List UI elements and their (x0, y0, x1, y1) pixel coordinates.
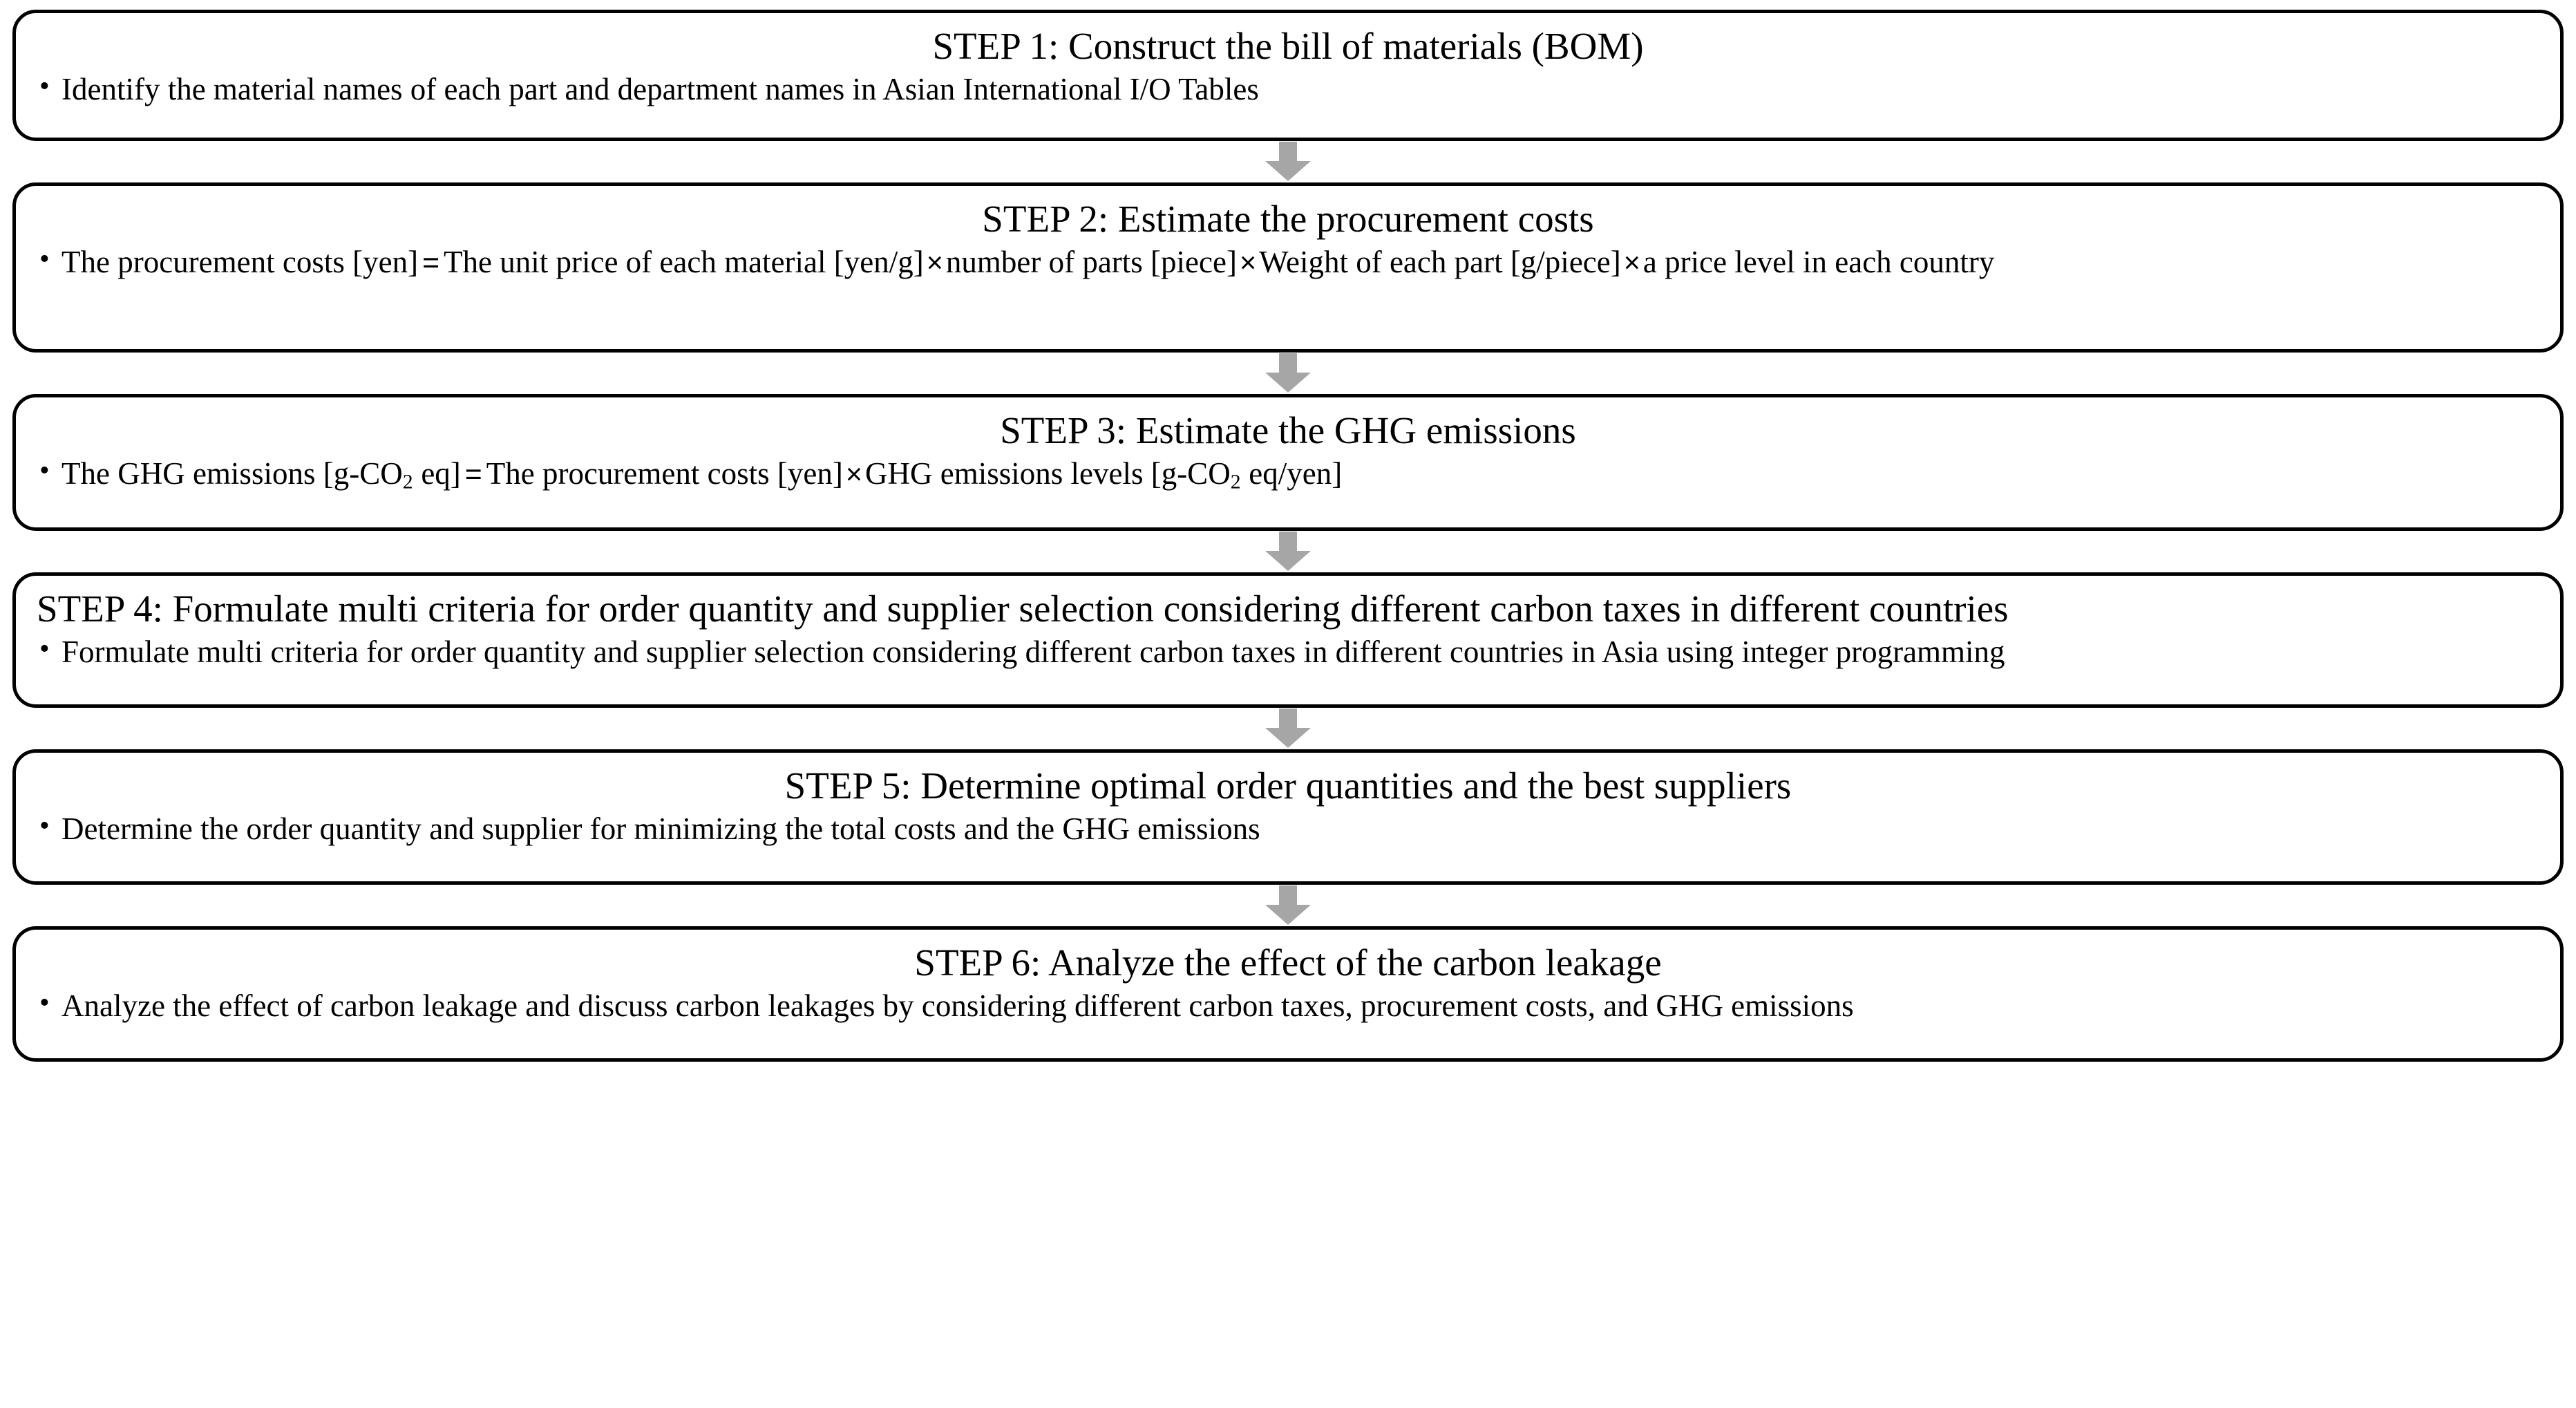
step-box-5 (12, 749, 2564, 885)
multiply-sign-2: × (1239, 247, 1257, 279)
step-4-bullets (34, 632, 2542, 673)
step-1-bullet-1: • Identify the material names of each part and department names in Asian International I/O Tables (34, 69, 2542, 110)
step-2-part-d: Weight of each part [g/piece] (1259, 245, 1621, 280)
multiply-sign-1: × (926, 247, 943, 279)
step-5-bullet-1: • Determine the order quantity and supplier for minimizing the total costs and the GHG emissions (34, 809, 2542, 850)
step-box-4 (12, 572, 2564, 708)
multiply-sign-1: × (845, 458, 862, 491)
subscript-2-second: 2 (1230, 471, 1242, 494)
down-arrow-icon (1264, 708, 1312, 749)
step-6-bullets (34, 986, 2542, 1026)
step-1-bullets (34, 69, 2542, 110)
down-arrow-icon (1264, 142, 1312, 182)
step-6-title: STEP 6: Analyze the effect of the carbon leakage (914, 941, 1662, 984)
step-3-part-c2: eq/yen] (1241, 456, 1343, 491)
step-6-bullet-1: • Analyze the effect of carbon leakage and discuss carbon leakages by considering different carbon taxes, procurement costs, and GHG emissions (34, 986, 2542, 1026)
step-2-bullets (34, 242, 2542, 283)
step-box-3 (12, 394, 2564, 531)
step-5-title: STEP 5: Determine optimal order quantities and the best suppliers (784, 764, 1792, 807)
step-4-title: STEP 4: Formulate multi criteria for order quantity and supplier selection considering different carbon taxes in different countries (37, 588, 2009, 630)
equals-sign: = (422, 246, 440, 280)
step-3-title: STEP 3: Estimate the GHG emissions (1000, 409, 1576, 451)
arrow-4-to-5 (12, 708, 2564, 749)
step-3-part-a2: eq] (413, 456, 461, 491)
step-1-title: STEP 1: Construct the bill of materials (BOM) (932, 25, 1644, 67)
step-3-part-a1: The GHG emissions [g-CO (61, 456, 403, 491)
down-arrow-icon (1264, 532, 1312, 572)
step-2-title: STEP 2: Estimate the procurement costs (982, 198, 1594, 240)
arrow-1-to-2 (12, 141, 2564, 182)
step-3-part-c1: GHG emissions levels [g-CO (864, 456, 1231, 491)
multiply-sign-3: × (1623, 247, 1640, 279)
step-2-part-b: The unit price of each material [yen/g] (444, 245, 924, 280)
subscript-2-first: 2 (402, 471, 414, 494)
step-box-1 (12, 10, 2564, 141)
down-arrow-icon (1264, 885, 1312, 926)
step-box-2 (12, 182, 2564, 353)
step-4-bullet-1: • Formulate multi criteria for order quantity and supplier selection considering different carbon taxes in different countries in Asia using integer programming (34, 632, 2542, 673)
step-box-6 (12, 926, 2564, 1062)
arrow-5-to-6 (12, 885, 2564, 926)
arrow-2-to-3 (12, 353, 2564, 394)
step-5-bullets (34, 809, 2542, 850)
equals-sign: = (464, 458, 482, 491)
step-2-bullet-1 (34, 242, 2542, 283)
step-3-bullet-1 (34, 453, 2542, 496)
step-2-part-c: number of parts [piece] (945, 245, 1237, 280)
step-2-part-e: a price level in each country (1642, 245, 1995, 280)
step-3-part-b: The procurement costs [yen] (486, 456, 843, 491)
step-3-bullets (34, 453, 2542, 496)
down-arrow-icon (1264, 353, 1312, 393)
step-2-part-a: The procurement costs [yen] (61, 245, 419, 280)
arrow-3-to-4 (12, 531, 2564, 572)
